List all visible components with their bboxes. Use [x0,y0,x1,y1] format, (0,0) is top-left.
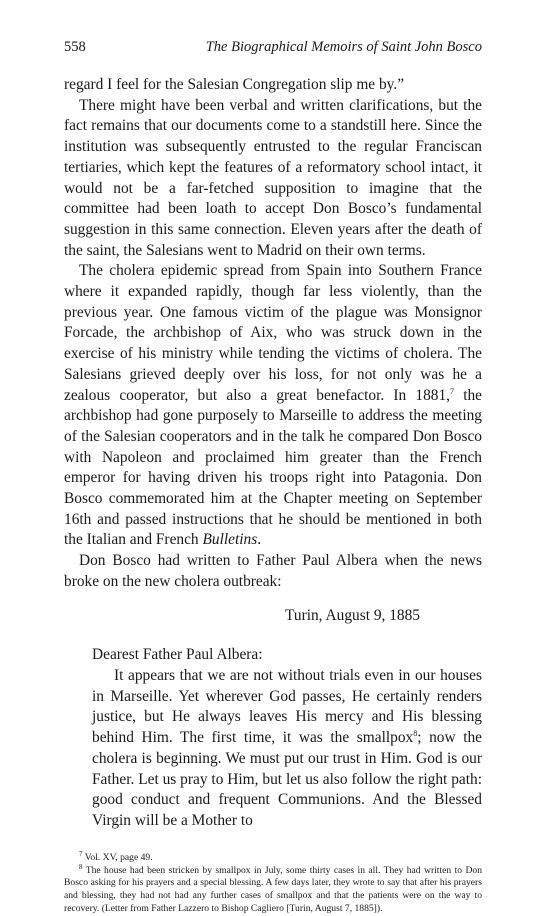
footnote-ref-7[interactable]: 7 [450,386,455,396]
paragraph-3-text-b: the archbishop had gone purposely to Marseille to address the meeting of the Salesian cooperators and in the talk he compared Don Bosco with Napoleon and proclaimed him greater than the French emperor for having driven his troops right into Patagonia. Don Bosco commemorated him at the Chapter meeting on September 16th and passed instructions that he should be mentioned in both the Italian and French [64,386,482,549]
footnote-text: The house had been stricken by smallpox in July, some thirty cases in all. They had written to Don Bosco asking for his prayers and a special blessing. A few days later, they wrote to say that after his prayers and blessing, they had not had any further cases of smallpox and that the patients were on the way to recovery. (Letter from Father Lazzero to Bishop Cagliero [Turin, August 7, 1885]). [64,864,482,915]
paragraph-2: There might have been verbal and written clarifications, but the fact remains that our documents come to a standstill here. Since the institution was subsequently entrusted to the regular Franciscan tertiaries, which kept the features of a reformatory school intact, it would not be a far-fetched supposition to imagine that the committee had been loath to accept Don Bosco’s fundamental suggestion in this same connection. Eleven years after the death of the saint, the Salesians went to Madrid on their own terms. [64,96,482,259]
body-text [64,75,482,593]
letter-salutation: Dearest Father Paul Albera: [92,646,263,664]
footnote-ref-8[interactable]: 8 [413,728,418,738]
footnote-text: Vol. XV, page 49. [82,851,153,863]
letter-body-text-a: It appears that we are not without trials even in our houses in Marseille. Yet wherever God passes, He certainly renders justice, but He always leaves His mercy and His blessing behind Him. The first time, it was the smallpox [92,666,482,747]
footnotes [64,849,482,916]
paragraph-3-end: . [257,531,262,549]
paragraph-4: Don Bosco had written to Father Paul Albera when the news broke on the new cholera outbreak: [64,552,482,590]
footnote-8 [64,862,482,916]
footnote-number: 8 [79,862,83,871]
footnote-7 [64,849,482,865]
letter-body [92,666,482,832]
paragraph-3 [64,261,482,551]
paragraph-3-text-a: The cholera epidemic spread from Spain into Southern France where it expanded rapidly, though far less violently, than the previous year. One famous victim of the plague was Monsignor Forcade, the archbishop of Aix, who was struck down in the exercise of his ministry while tending the victims of cholera. The Salesians grieved deeply over his loss, for not only was he a zealous cooperator, but also a great benefactor. In 1881, [64,262,482,404]
running-head [64,36,482,58]
footnote-number: 7 [79,849,83,858]
letter-body-text-b: ; now the cholera is beginning. We must put our trust in Him. God is our Father. Let us pray to Him, but let us also follow the right path: good conduct and frequent Communions. And the Blessed Virgin will be a Mother to [92,729,482,829]
running-title: The Biographical Memoirs of Saint John Bosco [205,39,482,55]
page-number: 558 [64,39,86,55]
letter-date: Turin, August 9, 1885 [285,606,420,624]
letter-block [64,645,482,831]
paragraph-1: regard I feel for the Salesian Congregation slip me by.” [64,76,405,93]
bulletins-italic: Bulletins [202,531,258,549]
book-page [64,36,482,916]
